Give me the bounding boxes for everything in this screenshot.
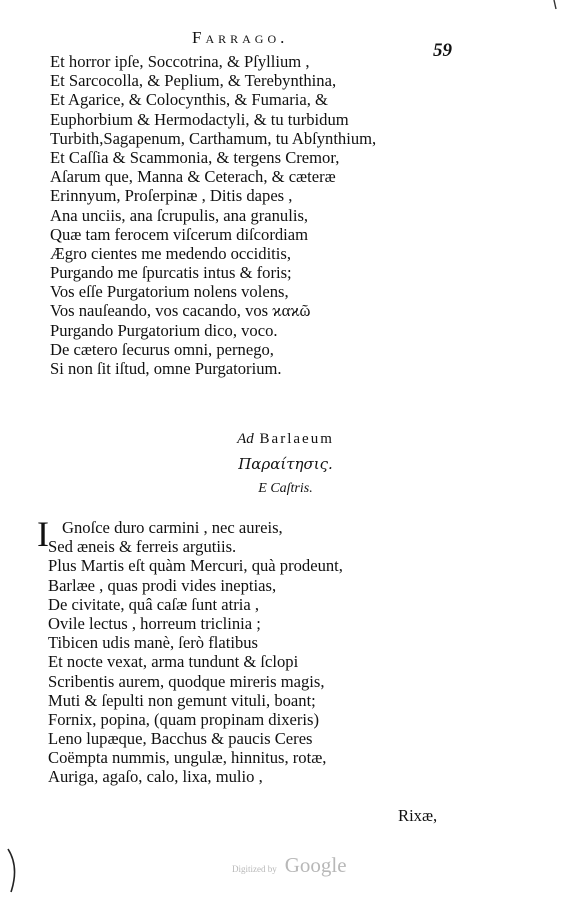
- addressee-heading: [0, 431, 571, 448]
- verse-line: Scribentis aurem, quodque mireris magis,: [48, 671, 325, 691]
- catchword: Rixæ,: [398, 806, 438, 825]
- poem-two: [48, 518, 343, 787]
- verse-line: Fornix, popina, (quam propinam dixeris): [48, 709, 319, 729]
- verse-line: Ægro cientes me medendo occiditis,: [50, 243, 292, 263]
- verse-line: De cætero ſecurus omni, pernego,: [50, 339, 274, 359]
- page-number: 59: [433, 40, 452, 61]
- verse-line: Et nocte vexat, arma tundunt & ſclopi: [48, 652, 299, 672]
- verse-line: Quæ tam ferocem viſcerum diſcordiam: [50, 224, 309, 244]
- verse-line: Purgando Purgatorium dico, voco.: [50, 320, 278, 340]
- verse-line: Auriga, agaſo, calo, lixa, mulio ,: [48, 767, 263, 787]
- source-line: E Caſtris.: [258, 481, 313, 496]
- dropcap: I: [37, 514, 49, 554]
- verse-line: De civitate, quâ caſæ ſunt atria ,: [48, 594, 260, 614]
- watermark-small-text: Digitized by: [232, 864, 277, 874]
- verse-line: Aſarum que, Manna & Ceterach, & cæteræ: [50, 167, 336, 187]
- verse-line: Tibicen udis manè, ſerò flatibus: [48, 633, 259, 653]
- verse-line: Et Agarice, & Colocynthis, & Fumaria, &: [50, 90, 328, 110]
- poem-one: [50, 52, 376, 378]
- verse-line: Euphorbium & Hermodactyli, & tu turbidum: [50, 109, 349, 129]
- verse-line: Sed æneis & ferreis argutiis.: [48, 537, 237, 557]
- verse-line: Et Sarcocolla, & Peplium, & Terebynthina,: [50, 71, 337, 91]
- verse-line: Ovile lectus , horreum triclinia ;: [48, 613, 261, 633]
- page-edge-mark-icon: [5, 848, 19, 894]
- verse-line: Erinnyum, Proſerpinæ , Ditis dapes ,: [50, 186, 293, 206]
- corner-tick-icon: [548, 0, 562, 14]
- verse-line: Vos nauſeando, vos cacando, vos ϰαϰῶ: [50, 301, 311, 321]
- greek-title: Παραίτησις.: [238, 455, 333, 473]
- addressee-prefix: Ad: [237, 431, 254, 447]
- verse-line: Turbith,Sagapenum, Carthamum, tu Abſynthium,: [50, 128, 377, 148]
- verse-line: Ana unciis, ana ſcrupulis, ana granulis,: [50, 205, 309, 225]
- verse-line: Vos eſſe Purgatorium nolens volens,: [50, 282, 289, 302]
- verse-line: Muti & ſepulti non gemunt vituli, boant;: [48, 690, 316, 710]
- verse-line: Barlæe , quas prodi vides ineptias,: [48, 575, 277, 595]
- verse-line: Plus Martis eſt quàm Mercuri, quà prodeunt,: [48, 556, 343, 576]
- watermark-logo-text: Google: [284, 853, 347, 877]
- digitization-watermark: [232, 853, 347, 878]
- verse-line: Purgando me ſpurcatis intus & foris;: [50, 263, 292, 283]
- verse-line: Gnoſce duro carmini , nec aureis,: [62, 518, 283, 537]
- addressee-name: Barlaeum: [259, 431, 334, 447]
- verse-line: Si non ſit iſtud, omne Purgatorium.: [50, 359, 282, 378]
- verse-line: Leno lupæque, Bacchus & paucis Ceres: [48, 729, 313, 749]
- verse-line: Coëmpta nummis, ungulæ, hinnitus, rotæ,: [48, 748, 327, 768]
- running-head: Farrago.: [192, 28, 289, 47]
- verse-line: Et Caſſia & Scammonia, & tergens Cremor,: [50, 147, 340, 167]
- verse-line: Et horror ipſe, Soccotrina, & Pſyllium ,: [50, 52, 310, 71]
